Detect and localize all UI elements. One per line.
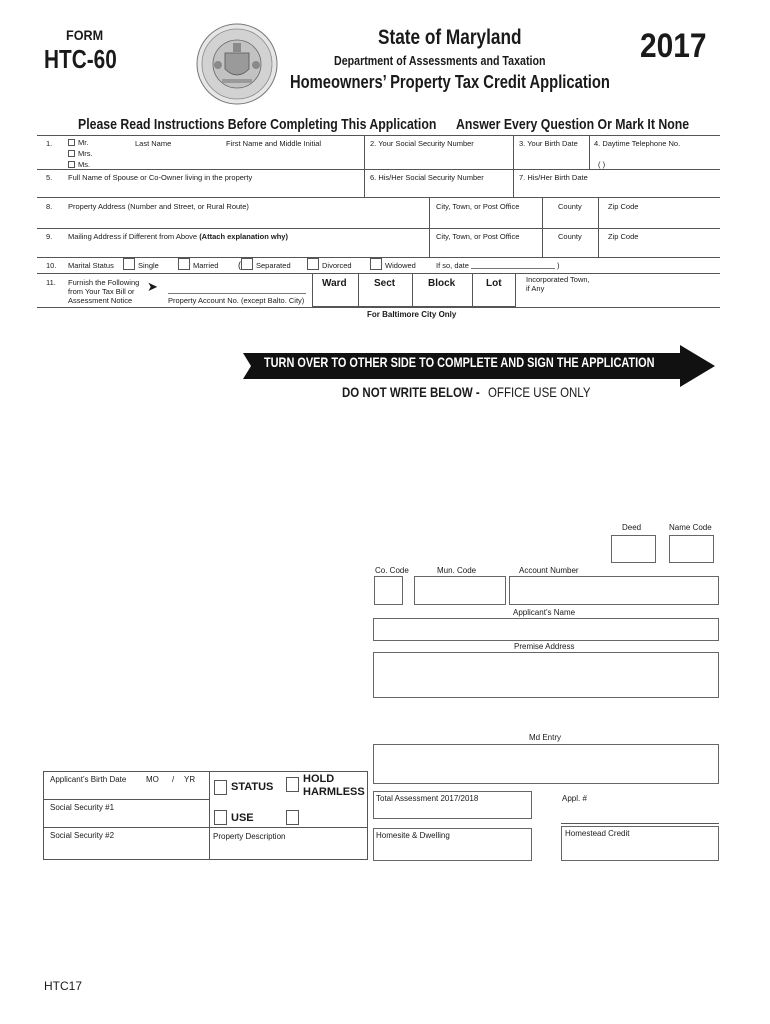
checkbox-divorced[interactable]: [307, 258, 319, 270]
label-account-number: Property Account No. (except Balto. City): [168, 296, 305, 305]
label-ss2: Social Security #2: [50, 831, 115, 840]
checkbox-ms[interactable]: [68, 161, 75, 168]
label-property-description: Property Description: [213, 832, 286, 841]
rule-row8: [37, 197, 720, 198]
label-homesite: Homesite & Dwelling: [376, 831, 450, 840]
arrow-icon: ➤: [147, 279, 158, 294]
office-use-only-text: OFFICE USE ONLY: [488, 384, 591, 400]
form-number: HTC-60: [44, 44, 117, 74]
label-applicant-name: Applicant’s Name: [513, 608, 576, 617]
turn-over-text: TURN OVER TO OTHER SIDE TO COMPLETE AND SIGN THE APPLICATION: [264, 354, 655, 370]
deed-box[interactable]: [611, 535, 656, 563]
label-appl-number: Appl. #: [562, 794, 587, 803]
label-deed: Deed: [622, 523, 642, 532]
label-single: Single: [138, 261, 159, 270]
co-code-box[interactable]: [374, 576, 403, 605]
mun-code-box[interactable]: [414, 576, 506, 605]
label-spouse-ssn: 6. His/Her Social Security Number: [370, 173, 484, 182]
label-phone: 4. Daytime Telephone No.: [594, 139, 681, 148]
label-md-entry: Md Entry: [529, 733, 562, 742]
rule-v-birth: [513, 135, 514, 197]
label-mailing-city: City, Town, or Post Office: [436, 232, 520, 241]
do-not-write-text: DO NOT WRITE BELOW -: [342, 384, 480, 400]
row8-number: 8.: [46, 202, 53, 211]
rule-top: [37, 135, 720, 136]
mailing-address-note: (Attach explanation why): [199, 232, 288, 241]
checkbox-use[interactable]: [214, 810, 227, 825]
state-title: State of Maryland: [378, 26, 522, 49]
row1-number: 1.: [46, 139, 53, 148]
label-birth-date: 3. Your Birth Date: [519, 139, 578, 148]
rule-v-ssn: [364, 135, 365, 197]
label-furnish-3: Assessment Notice: [68, 296, 133, 305]
rule-ss1: [43, 799, 209, 800]
label-ms: Ms.: [78, 160, 91, 169]
label-ss1: Social Security #1: [50, 803, 115, 812]
label-marital-status: Marital Status: [68, 261, 114, 270]
label-incorporated-1: Incorporated Town,: [526, 275, 590, 284]
widow-date-line[interactable]: [471, 268, 555, 269]
applicant-name-box[interactable]: [373, 618, 719, 641]
label-property-zip: Zip Code: [608, 202, 639, 211]
label-mailing-county: County: [558, 232, 582, 241]
label-spouse-birth: 7. His/Her Birth Date: [519, 173, 588, 182]
rule-v-lot: [472, 273, 473, 307]
label-mailing-address: [68, 232, 288, 241]
label-property-city: City, Town, or Post Office: [436, 202, 520, 211]
label-account-number-office: Account Number: [519, 566, 579, 575]
row5-number: 5.: [46, 173, 53, 182]
separated-paren: (: [238, 260, 241, 270]
label-ssn: 2. Your Social Security Number: [370, 139, 474, 148]
label-baltimore-city: For Baltimore City Only: [367, 310, 457, 319]
label-separated: Separated: [256, 261, 291, 270]
date-close-paren: ): [557, 261, 560, 270]
rule-v-phone: [589, 135, 590, 169]
label-sect: Sect: [374, 278, 396, 289]
label-property-address: Property Address (Number and Street, or Rural Route): [68, 202, 249, 211]
checkbox-widowed[interactable]: [370, 258, 382, 270]
rule-ss2: [43, 827, 368, 828]
checkbox-married[interactable]: [178, 258, 190, 270]
account-number-line[interactable]: [168, 293, 306, 294]
phone-paren: ( ): [598, 160, 606, 169]
label-incorporated-2: if Any: [526, 284, 545, 293]
md-entry-box[interactable]: [373, 744, 719, 784]
label-hold: HOLD: [303, 773, 335, 785]
department-title: Department of Assessments and Taxation: [334, 53, 546, 68]
label-mrs: Mrs.: [78, 149, 93, 158]
label-mo: MO: [146, 775, 159, 784]
checkbox-single[interactable]: [123, 258, 135, 270]
name-code-box[interactable]: [669, 535, 714, 563]
instructions-answer: Answer Every Question Or Mark It None: [456, 116, 690, 133]
form-word: FORM: [66, 27, 104, 43]
label-slash: /: [172, 775, 175, 784]
form-title: Homeowners’ Property Tax Credit Application: [290, 72, 610, 92]
label-applicant-birth: Applicant’s Birth Date: [50, 775, 127, 784]
row10-number: 10.: [46, 261, 57, 270]
label-use: USE: [231, 812, 254, 824]
label-block: Block: [428, 278, 456, 289]
label-furnish-2: from Your Tax Bill or: [68, 287, 135, 296]
checkbox-separated[interactable]: [241, 258, 253, 270]
label-mun-code: Mun. Code: [437, 566, 477, 575]
checkbox-hold-harmless[interactable]: [286, 777, 299, 792]
rule-v-zip: [598, 197, 599, 257]
label-co-code: Co. Code: [375, 566, 409, 575]
label-first-name: First Name and Middle Initial: [226, 139, 322, 148]
instructions-read: Please Read Instructions Before Completing This Application: [78, 116, 437, 133]
label-homestead: Homestead Credit: [565, 829, 630, 838]
rule-v-sect: [358, 273, 359, 307]
label-yr: YR: [184, 775, 196, 784]
label-if-so-date: If so, date: [436, 261, 469, 270]
checkbox-mr[interactable]: [68, 139, 75, 146]
label-spouse-name: Full Name of Spouse or Co-Owner living in the property: [68, 173, 253, 182]
label-harmless: HARMLESS: [303, 786, 365, 798]
label-mr: Mr.: [78, 138, 89, 147]
label-name-code: Name Code: [669, 523, 712, 532]
label-last-name: Last Name: [135, 139, 172, 148]
label-status: STATUS: [231, 781, 274, 793]
rule-row5: [37, 169, 720, 170]
appl-number-line[interactable]: [561, 823, 719, 824]
row11-number: 11.: [46, 278, 56, 287]
label-total-assessment: Total Assessment 2017/2018: [376, 794, 479, 803]
mailing-address-text: Mailing Address if Different from Above: [68, 232, 198, 241]
checkbox-status[interactable]: [214, 780, 227, 795]
footer-code: HTC17: [44, 979, 83, 993]
rule-v-block: [412, 273, 413, 307]
checkbox-mrs[interactable]: [68, 150, 75, 157]
rule-bottom: [37, 307, 720, 308]
label-married: Married: [193, 261, 219, 270]
account-number-box[interactable]: [509, 576, 719, 605]
rule-v-city: [429, 197, 430, 257]
premise-address-box[interactable]: [373, 652, 719, 698]
label-furnish-1: Furnish the Following: [68, 278, 140, 287]
maryland-seal-icon: [196, 23, 278, 105]
label-ward: Ward: [322, 278, 347, 289]
rule-row9: [37, 228, 720, 229]
label-mailing-zip: Zip Code: [608, 232, 639, 241]
label-lot: Lot: [486, 278, 502, 289]
label-widowed: Widowed: [385, 261, 416, 270]
form-year: 2017: [640, 27, 707, 65]
label-property-county: County: [558, 202, 582, 211]
label-divorced: Divorced: [322, 261, 352, 270]
row9-number: 9.: [46, 232, 53, 241]
office-use-heading: [342, 384, 510, 402]
rule-v-county: [542, 197, 543, 257]
rule-v-status: [209, 771, 210, 860]
checkbox-use-2[interactable]: [286, 810, 299, 825]
label-premise-address: Premise Address: [514, 642, 575, 651]
